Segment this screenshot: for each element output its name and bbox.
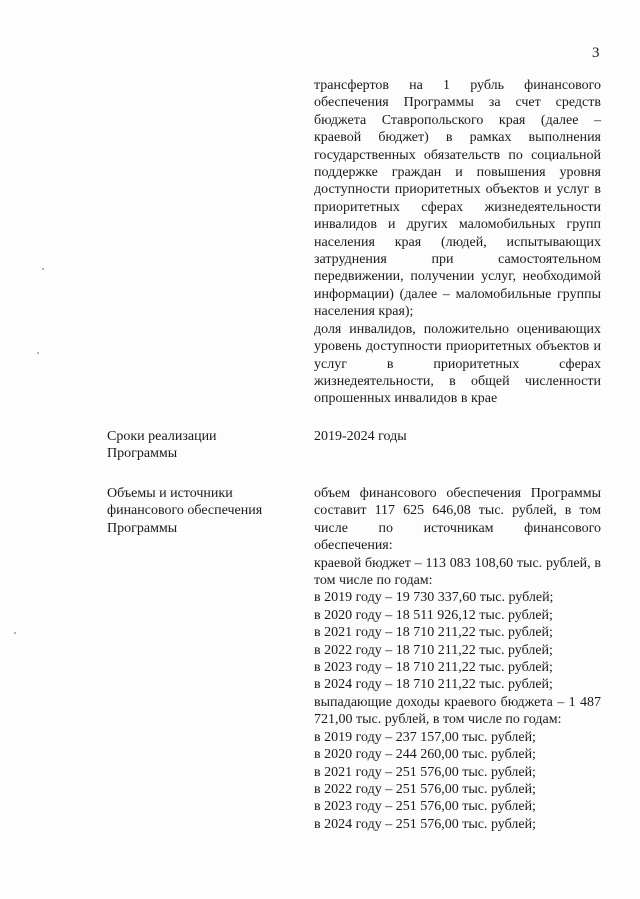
regional-year-line: в 2021 году – 18 710 211,22 тыс. рублей; — [314, 625, 553, 641]
lost-income-year-line: в 2020 году – 244 260,00 тыс. рублей; — [314, 747, 536, 763]
lost-income-year-line: в 2019 году – 237 157,00 тыс. рублей; — [314, 729, 536, 745]
financing-label — [107, 485, 307, 537]
financing-text — [314, 485, 601, 833]
financing-intro: объем финансового обеспечения Программы составит 117 625 646,08 тыс. рублей, в том числе по источникам финансового обеспечения: — [314, 486, 601, 554]
financing-label-line: Программы — [107, 520, 178, 536]
financing-label-line: Объемы и источники — [107, 486, 233, 501]
lost-income-total: выпадающие доходы краевого бюджета – 1 487 721,00 тыс. рублей, в том числе по годам: — [314, 694, 601, 728]
regional-year-line: в 2020 году – 18 511 926,12 тыс. рублей; — [314, 607, 553, 623]
regional-budget-total: краевой бюджет – 113 083 108,60 тыс. рублей, в том числе по годам: — [314, 555, 601, 589]
timeline-value-block — [314, 428, 601, 445]
regional-year-line: в 2022 году – 18 710 211,22 тыс. рублей; — [314, 642, 553, 658]
timeline-label-line: Программы — [107, 446, 178, 462]
indicator-paragraph: доля инвалидов, положительно оценивающих уровень доступности приоритетных объектов и услуг в приоритетных сферах жизнедеятельности, в общей численности опрошенных инвалидов в крае — [314, 321, 601, 407]
scan-speck — [37, 352, 39, 354]
regional-year-line: в 2024 году – 18 710 211,22 тыс. рублей; — [314, 677, 553, 693]
lost-income-year-line: в 2023 году – 251 576,00 тыс. рублей; — [314, 799, 536, 815]
scan-speck — [42, 268, 44, 270]
financing-label-line: финансового обеспечения — [107, 503, 263, 519]
goal-indicators-text — [314, 77, 601, 408]
lost-income-year-line: в 2021 году – 251 576,00 тыс. рублей; — [314, 764, 536, 780]
scan-speck — [14, 632, 16, 634]
lost-income-year-line: в 2024 году – 251 576,00 тыс. рублей; — [314, 816, 536, 832]
indicator-paragraph: трансфертов на 1 рубль финансового обеспечения Программы за счет средств бюджета Ставропольского края (далее – краевой бюджет) в рамках выполнения государственных обязательств по социальной поддержке граждан и повышения уровня доступности приоритетных объектов и услуг в приоритетных сферах жизнедеятельности инвалидов и других маломобильных групп населения края (людей, испытывающих затруднения при самостоятельном передвижении, получении услуг, необходимой информации) (далее – маломобильные группы населения края); — [314, 78, 601, 320]
timeline-label — [107, 428, 307, 463]
regional-year-line: в 2023 году – 18 710 211,22 тыс. рублей; — [314, 660, 553, 676]
timeline-value: 2019-2024 годы — [314, 429, 407, 444]
lost-income-year-line: в 2022 году – 251 576,00 тыс. рублей; — [314, 781, 536, 797]
page-number: 3 — [592, 45, 600, 61]
timeline-label-line: Сроки реализации — [107, 429, 217, 444]
regional-year-line: в 2019 году – 19 730 337,60 тыс. рублей; — [314, 590, 554, 606]
